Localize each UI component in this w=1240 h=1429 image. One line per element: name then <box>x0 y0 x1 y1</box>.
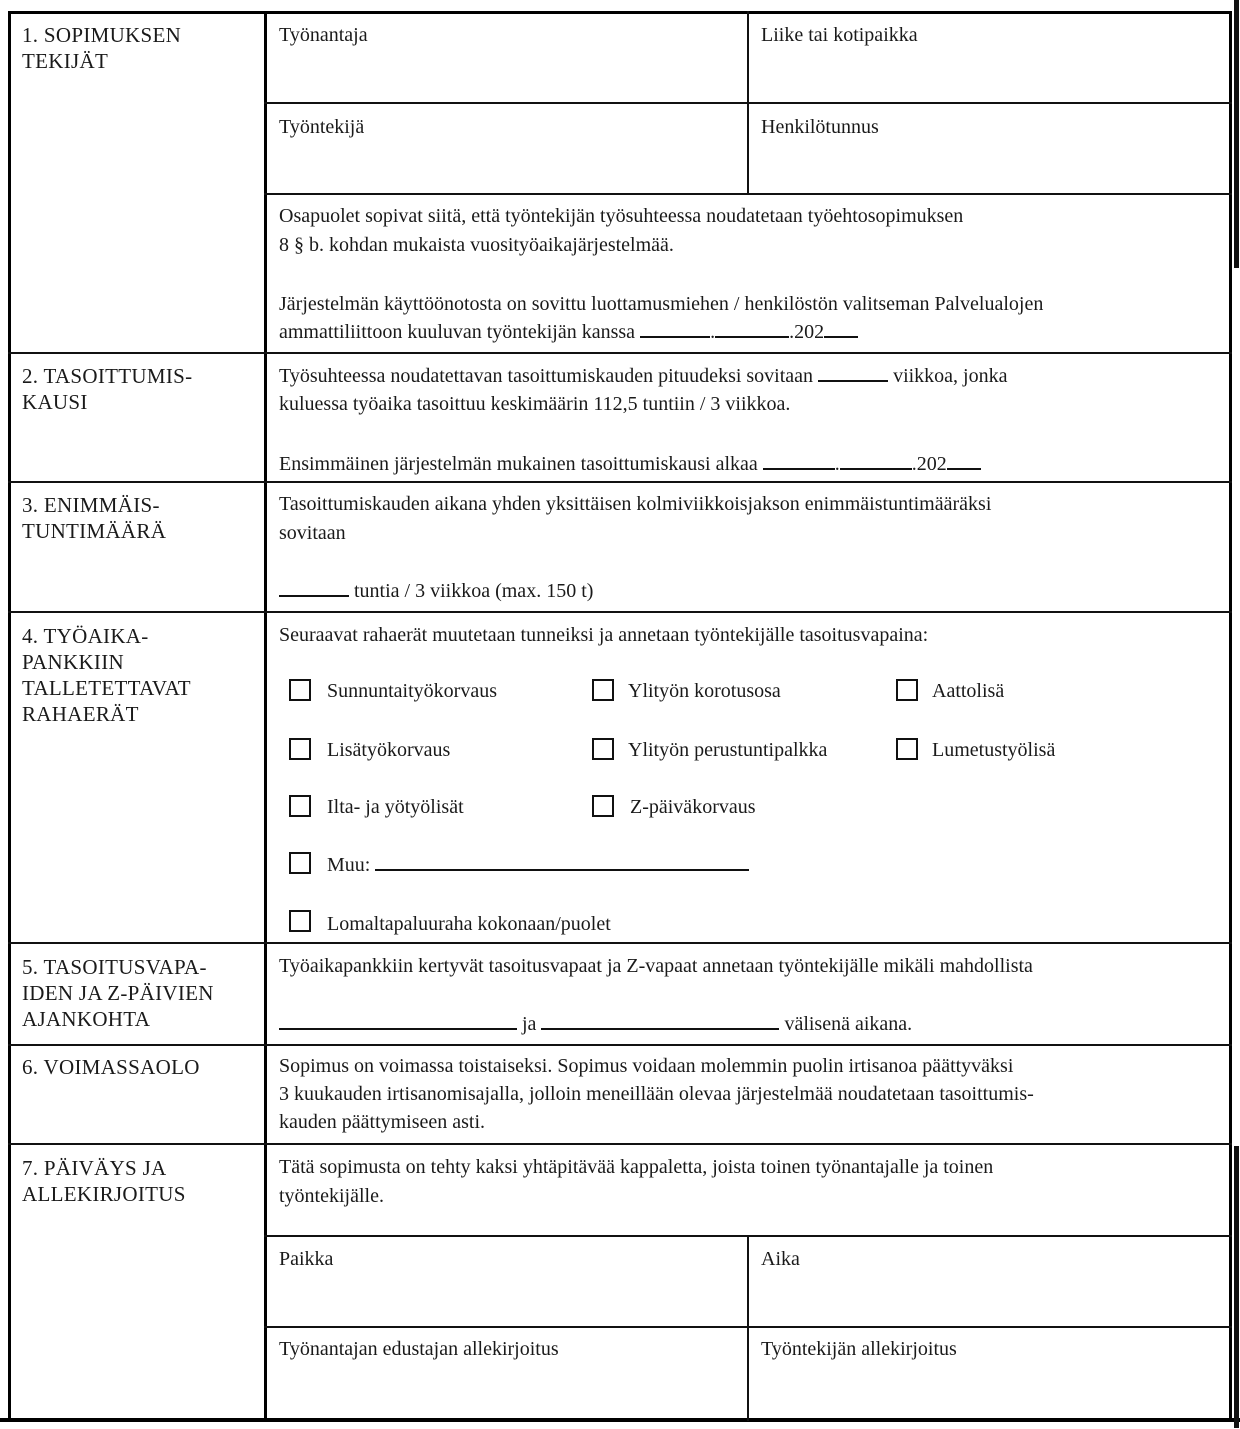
period-start-line: Ensimmäinen järjestelmän mukainen tasoittumiskausi alkaa . .202 <box>279 450 981 478</box>
option-overtime-base-pay: Ylityön perustuntipalkka <box>628 739 828 761</box>
period-weeks-blank[interactable] <box>818 362 888 382</box>
bottom-border <box>0 1418 1240 1422</box>
sep-1-2 <box>8 352 1232 354</box>
right-edge-mark-1 <box>1234 0 1239 268</box>
period-start-text: Ensimmäinen järjestelmän mukainen tasoittumiskausi alkaa <box>279 453 758 475</box>
adoption-text-line-1: Järjestelmän käyttöönotosta on sovittu luottamusmiehen / henkilöstön valitseman Palvelualojen <box>279 293 1044 315</box>
sep-4-5 <box>8 942 1232 944</box>
leave-timing-line <box>279 1010 912 1038</box>
sep-2-3 <box>8 481 1232 483</box>
section-6-label: 6. VOIMASSAOLO <box>22 1055 200 1079</box>
option-overtime-increase: Ylityön korotusosa <box>628 680 781 702</box>
option-evening-night: Ilta- ja yötyölisät <box>327 796 464 818</box>
employee-label: Työntekijä <box>279 116 365 138</box>
checkbox-holiday-return-pay[interactable] <box>289 910 311 932</box>
adoption-year-blank[interactable] <box>824 318 858 338</box>
checkbox-sunday-compensation[interactable] <box>289 679 311 701</box>
adoption-text-2: ammattiliittoon kuuluvan työntekijän kanssa <box>279 321 636 343</box>
section-2-label: 2. TASOITTUMIS- KAUSI <box>22 364 193 414</box>
section-5-label: 5. TASOITUSVAPA- IDEN JA Z-PÄIVIEN AJANKOHTA <box>22 955 214 1031</box>
checkbox-overtime-increase[interactable] <box>592 679 614 701</box>
s7-mid-divider <box>747 1235 749 1421</box>
option-other-label: Muu: <box>327 854 371 876</box>
period-start-day-blank[interactable] <box>763 450 835 470</box>
option-eve-bonus: Aattolisä <box>932 680 1005 702</box>
checkbox-extra-work[interactable] <box>289 738 311 760</box>
period-text-line-1 <box>279 362 1008 390</box>
checkbox-snow-making[interactable] <box>896 738 918 760</box>
period-text-1a: Työsuhteessa noudatettavan tasoittumiskauden pituudeksi sovitaan <box>279 365 814 387</box>
option-holiday-return-pay: Lomaltapaluuraha kokonaan/puolet <box>327 913 611 935</box>
max-hours-blank[interactable] <box>279 577 349 597</box>
s1-row-line-2 <box>264 193 1232 195</box>
other-specify-blank[interactable] <box>375 851 749 871</box>
employee-signature-label: Työntekijän allekirjoitus <box>761 1338 957 1360</box>
time-field[interactable] <box>750 1237 1229 1326</box>
max-hours-text: Tasoittumiskauden aikana yhden yksittäisen kolmiviikkoisjakson enimmäistuntimääräksi sovitaan <box>279 493 992 544</box>
leave-and-text: ja <box>522 1013 537 1035</box>
right-border <box>1229 11 1232 1421</box>
time-label: Aika <box>761 1248 800 1270</box>
max-hours-unit: tuntia / 3 viikkoa (max. 150 t) <box>354 580 594 602</box>
copies-text: Tätä sopimusta on tehty kaksi yhtäpitävää kappaletta, joista toinen työnantajalle ja toinen työntekijälle. <box>279 1156 994 1207</box>
leave-between-text: välisenä aikana. <box>784 1013 913 1035</box>
place-label: Paikka <box>279 1248 334 1270</box>
section-4-label: 4. TYÖAIKA- PANKKIIN TALLETETTAVAT RAHAERÄT <box>22 624 191 726</box>
leave-from-blank[interactable] <box>279 1010 517 1030</box>
agreement-text: Osapuolet sopivat siitä, että työntekijän työsuhteessa noudatetaan työehtosopimuksen 8 § b. kohdan mukaista vuosityöaikajärjestelmää. <box>279 205 964 256</box>
right-edge-mark-2 <box>1234 1146 1239 1428</box>
employer-signature-label: Työnantajan edustajan allekirjoitus <box>279 1338 559 1360</box>
period-text-line-2: kuluessa työaika tasoittuu keskimäärin 112,5 tuntiin / 3 viikkoa. <box>279 393 791 415</box>
checkbox-evening-night[interactable] <box>289 795 311 817</box>
period-start-year-blank[interactable] <box>947 450 981 470</box>
adoption-text-line-2: ammattiliittoon kuuluvan työntekijän kanssa . .202 <box>279 318 858 346</box>
checkbox-eve-bonus[interactable] <box>896 679 918 701</box>
option-z-day: Z-päiväkorvaus <box>630 796 756 818</box>
place-field[interactable] <box>267 1237 747 1326</box>
option-other <box>327 851 749 879</box>
period-text-1b: viikkoa, jonka <box>893 365 1008 387</box>
column-divider <box>264 11 267 1421</box>
personal-id-label: Henkilötunnus <box>761 116 879 138</box>
checkbox-other[interactable] <box>289 852 311 874</box>
section-7-label: 7. PÄIVÄYS JA ALLEKIRJOITUS <box>22 1156 186 1206</box>
max-hours-line <box>279 577 593 605</box>
bank-intro-text: Seuraavat rahaerät muutetaan tunneiksi ja annetaan työntekijälle tasoitusvapaina: <box>279 624 929 646</box>
validity-text: Sopimus on voimassa toistaiseksi. Sopimus voidaan molemmin puolin irtisanoa päättyväksi 3 kuukauden irtisanomisajalla, jolloin meneillään olevaa järjestelmää noudatetaan tasoittumis- kauden päättymiseen asti. <box>279 1055 1034 1133</box>
left-border <box>8 11 11 1421</box>
period-start-year-prefix: .202 <box>911 453 947 475</box>
option-extra-work: Lisätyökorvaus <box>327 739 451 761</box>
period-start-month-blank[interactable] <box>840 450 912 470</box>
checkbox-z-day[interactable] <box>592 795 614 817</box>
checkbox-overtime-base-pay[interactable] <box>592 738 614 760</box>
sep-3-4 <box>8 611 1232 613</box>
domicile-label: Liike tai kotipaikka <box>761 24 918 46</box>
option-snow-making: Lumetustyölisä <box>932 739 1056 761</box>
section-1-label: 1. SOPIMUKSEN TEKIJÄT <box>22 23 182 73</box>
adoption-month-blank[interactable] <box>715 318 789 338</box>
leave-to-blank[interactable] <box>541 1010 779 1030</box>
leave-timing-text: Työaikapankkiin kertyvät tasoitusvapaat ja Z-vapaat annetaan työntekijälle mikäli mahdollista <box>279 955 1033 977</box>
section-3-label: 3. ENIMMÄIS- TUNTIMÄÄRÄ <box>22 493 167 543</box>
option-sunday-compensation: Sunnuntaityökorvaus <box>327 680 497 702</box>
sep-6-7 <box>8 1143 1232 1145</box>
adoption-year-prefix: .202 <box>789 321 825 343</box>
adoption-day-blank[interactable] <box>640 318 710 338</box>
employer-label: Työnantaja <box>279 24 368 46</box>
sep-5-6 <box>8 1044 1232 1046</box>
